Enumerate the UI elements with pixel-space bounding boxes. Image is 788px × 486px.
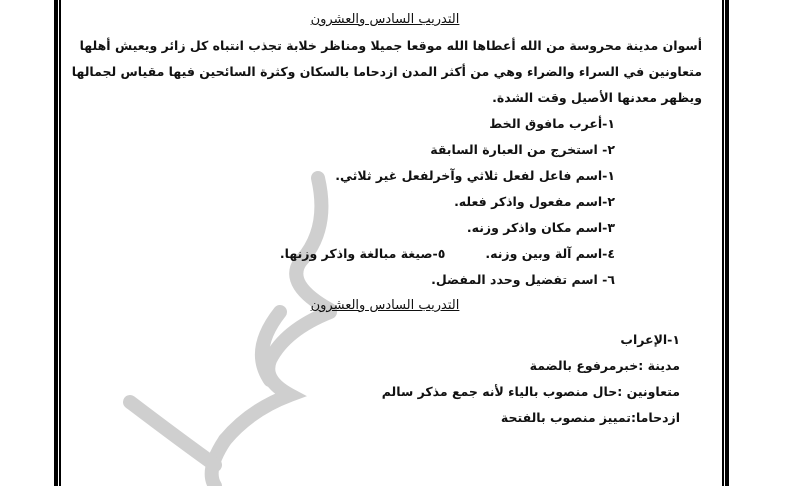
answer-item: متعاونين :حال منصوب بالياء لأنه جمع مذكر سالم bbox=[381, 384, 680, 399]
document-body bbox=[68, 0, 702, 428]
page-border-left-inner bbox=[59, 0, 61, 486]
page-border-right bbox=[725, 0, 729, 486]
question-item: ٥-صيغة مبالغة واذكر وزنها. bbox=[279, 246, 446, 261]
paragraph-line: أسوان مدينة محروسة من الله أعطاها الله موقعا جميلا ومناظر خلابة تجذب انتباه كل زائر ويعيش أهلها bbox=[79, 38, 702, 53]
question-item: ٣-اسم مكان واذكر وزنه. bbox=[466, 220, 615, 235]
section-title: التدريب السادس والعشرون bbox=[310, 12, 460, 27]
watermark-stroke bbox=[212, 440, 225, 486]
answer-item: ازدحاما:تمييز منصوب بالفتحة bbox=[500, 410, 680, 425]
question-item: ١-اسم فاعل لفعل ثلاثي وآخرلفعل غير ثلاثي. bbox=[335, 168, 615, 183]
answer-item: ١-الإعراب bbox=[620, 332, 680, 347]
question-item: ٢- استخرج من العبارة السابقة bbox=[430, 142, 615, 157]
section-title: التدريب السادس والعشرون bbox=[310, 298, 460, 313]
question-item: ٤-اسم آلة وبين وزنه. bbox=[485, 246, 615, 261]
answer-item: مدينة :خبرمرفوع بالضمة bbox=[529, 358, 680, 373]
paragraph-line: ويظهر معدنها الأصيل وقت الشدة. bbox=[492, 90, 702, 105]
page-border-left bbox=[54, 0, 58, 486]
question-item: ٦- اسم تفضيل وحدد المفضل. bbox=[431, 272, 615, 287]
question-item: ١-أعرب مافوق الخط bbox=[489, 116, 615, 131]
question-row bbox=[68, 244, 702, 264]
paragraph-line: متعاونين في السراء والضراء وهي من أكثر المدن ازدحاما بالسكان وكثرة السائحين فيها مقياس لجمالها bbox=[71, 64, 702, 79]
page-border-right-inner bbox=[722, 0, 724, 486]
question-item: ٢-اسم مفعول واذكر فعله. bbox=[454, 194, 615, 209]
